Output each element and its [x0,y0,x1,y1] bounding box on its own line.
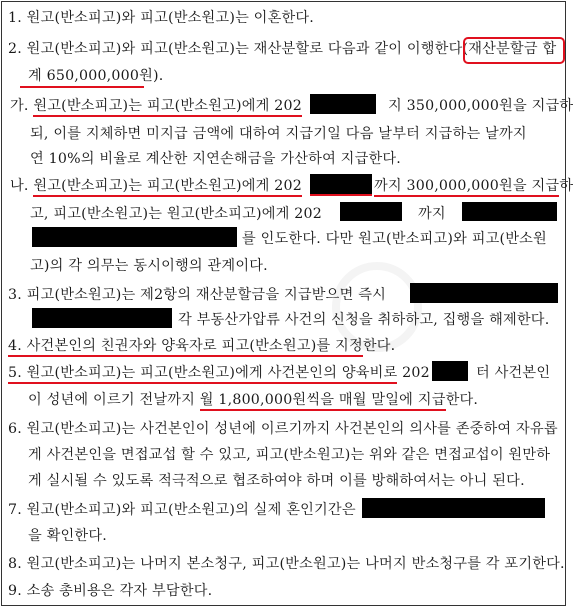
court-document [1,1,573,606]
item-2-line-1: 2. 원고(반소피고)와 피고(반소원고)는 재산분할로 다음과 같이 이행한다(재산분할금 합 [8,41,557,57]
item-2-ga-line-1: 가. 원고(반소피고)는 피고(반소원고)에게 202 [10,97,302,115]
item-5-line-2: 이 성년에 이르기 전날까지 월 1,800,000원씩을 매월 말일에 지급한다. [28,391,478,409]
redaction-block [432,361,468,381]
item-2-ga-line-3: 연 10%의 비율로 계산한 지연손해금을 가산하여 지급한다. [30,151,402,167]
item-2-na-line-2: 고, 피고(반소원고)는 원고(반소피고)에게 202 [30,206,322,222]
item-7-line-2: 을 확인한다. [28,528,107,544]
redaction-block [310,174,372,194]
redaction-block [362,498,545,518]
redaction-block [462,202,557,221]
item-2-line-2: 계 650,000,000원). [28,68,164,84]
item-2-ga-line-2: 되, 이를 지체하면 미지급 금액에 대하여 지급기일 다음 날부터 지급하는 날까지 [30,126,527,142]
item-5-line-1-end: 터 사건본인 [476,365,551,381]
highlight-underline-total [20,86,144,88]
highlight-box-total [463,37,565,64]
item-2-na-line-4: 고)의 각 의무는 동시이행의 관계이다. [30,258,268,274]
item-2-na-line-1: 나. 원고(반소피고)는 피고(반소원고)에게 202 [10,177,302,195]
item-6-line-1: 6. 원고(반소피고)는 사건본인이 성년에 이르기까지 사건본인의 의사를 존중하여 자유롭 [8,421,558,437]
item-1: 1. 원고(반소피고)와 피고(반소원고)는 이혼한다. [8,10,315,26]
item-8: 8. 원고(반소피고)는 나머지 본소청구, 피고(반소원고)는 나머지 반소청구를 각 포기한다. [8,556,565,572]
item-2-na-line-2-end: 까지 [418,206,446,222]
redaction-block [340,202,402,221]
redaction-block [410,283,558,303]
item-2-ga-line-1-end: 지 350,000,000원을 지급하 [388,98,573,114]
item-2-na-line-1-end: 까지 300,000,000원을 지급하 [374,177,573,195]
item-2-na-line-3: 를 인도한다. 다만 원고(반소피고)와 피고(반소원 [242,231,547,247]
item-6-line-2: 게 사건본인을 면접교섭 할 수 있고, 피고(반소원고)는 위와 같은 면접교섭이 원만하 [28,447,551,463]
item-3-line-1: 3. 피고(반소원고)는 제2항의 재산분할금을 지급받으면 즉시 [8,287,387,303]
item-4: 4. 사건본인의 친권자와 양육자로 피고(반소원고)를 지정한다. [8,337,395,355]
item-5-line-1: 5. 원고(반소피고)는 피고(반소원고)에게 사건본인의 양육비로 202 [8,364,430,382]
redaction-block [32,227,237,247]
item-7-line-1: 7. 원고(반소피고)와 피고(반소원고)의 실제 혼인기간은 [8,502,356,518]
item-6-line-3: 게 실시될 수 있도록 적극적으로 협조하여야 하며 이를 방해하여서는 아니 된다. [28,473,525,489]
item-3-line-2: 각 부동산가압류 사건의 신청을 취하하고, 집행을 해제한다. [178,312,550,328]
redaction-block [32,308,172,328]
redaction-block [310,94,376,114]
item-9: 9. 소송 총비용은 각자 부담한다. [8,583,213,599]
